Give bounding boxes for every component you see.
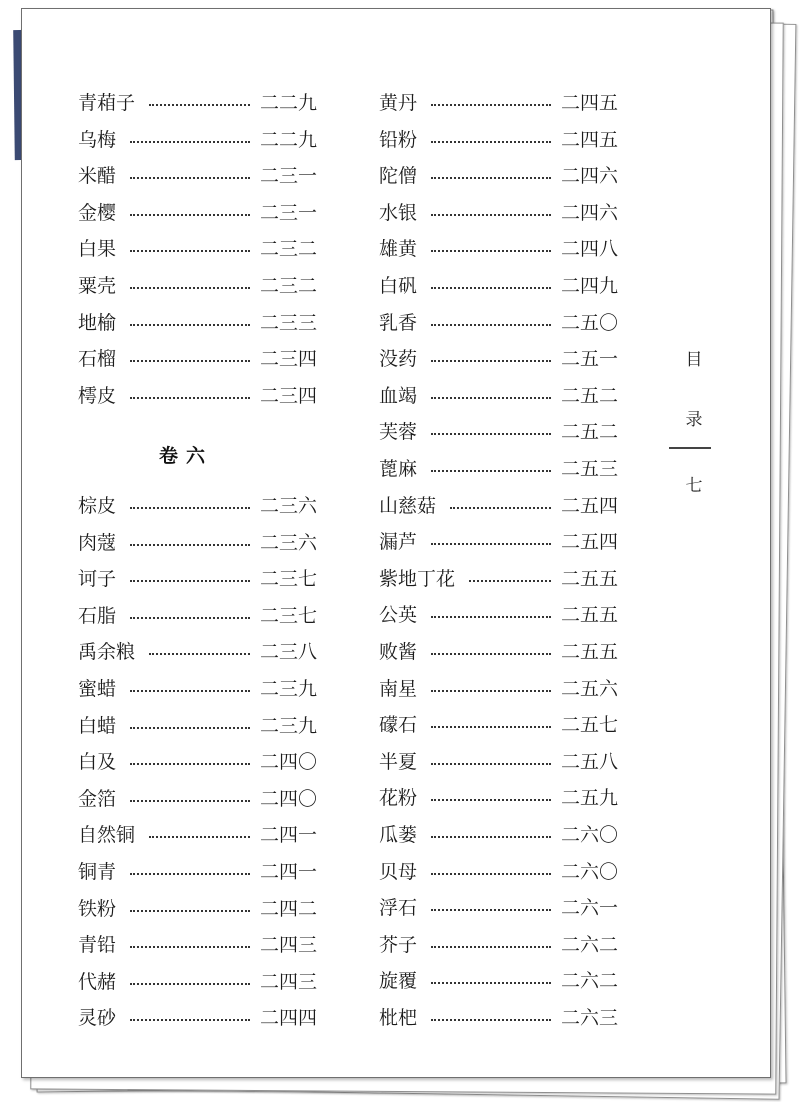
toc-entry-page: 二五五 — [561, 641, 619, 663]
toc-entry — [379, 162, 624, 190]
toc-entry-name: 黄丹 — [379, 92, 418, 114]
toc-leader-dots — [431, 287, 551, 289]
toc-leader-dots — [130, 287, 250, 289]
toc-entry — [379, 528, 624, 556]
toc-entry-page: 二四九 — [561, 275, 619, 297]
toc-entry — [379, 345, 624, 373]
toc-entry-page: 二四一 — [260, 861, 318, 883]
toc-entry — [78, 345, 323, 373]
toc-leader-dots — [431, 360, 551, 362]
toc-entry — [78, 309, 323, 337]
toc-entry — [78, 968, 323, 996]
toc-entry-name: 金箔 — [78, 787, 117, 810]
margin-divider — [669, 447, 711, 449]
toc-entry — [379, 638, 624, 666]
toc-leader-dots — [130, 910, 250, 912]
toc-leader-dots — [431, 470, 551, 472]
toc-entry — [78, 785, 323, 813]
toc-entry — [379, 675, 624, 703]
toc-entry — [379, 492, 624, 520]
toc-entry — [379, 748, 624, 776]
toc-leader-dots — [431, 946, 551, 948]
toc-entry-page: 二五三 — [561, 458, 619, 480]
toc-entry-page: 二六一 — [561, 897, 619, 920]
toc-entry-name: 铜青 — [78, 861, 117, 883]
toc-leader-dots — [431, 250, 551, 252]
toc-entry — [78, 821, 323, 849]
toc-leader-dots — [130, 250, 250, 252]
toc-leader-dots — [469, 580, 551, 582]
toc-entry-name: 蓖麻 — [379, 458, 418, 480]
toc-entry-name: 自然铜 — [78, 824, 136, 847]
toc-entry-name: 旋覆 — [379, 970, 418, 993]
toc-entry — [379, 565, 624, 593]
toc-entry — [379, 272, 624, 300]
toc-entry-page: 二四二 — [260, 897, 318, 920]
toc-entry-page: 二五〇 — [561, 311, 619, 334]
toc-entry-name: 棕皮 — [78, 495, 117, 517]
toc-leader-dots — [130, 544, 250, 546]
toc-entry — [78, 162, 323, 190]
toc-entry-page: 二四四 — [260, 1007, 318, 1030]
margin-title-char: 目 — [685, 350, 703, 370]
toc-entry-page: 二三七 — [260, 568, 318, 591]
toc-entry-name: 石榴 — [78, 348, 117, 371]
toc-leader-dots — [130, 763, 250, 765]
toc-entry — [379, 1004, 624, 1032]
toc-entry — [78, 675, 323, 703]
toc-leader-dots — [130, 214, 250, 216]
toc-entry-name: 乌梅 — [78, 128, 117, 151]
toc-leader-dots — [149, 104, 250, 106]
toc-leader-dots — [431, 141, 551, 143]
toc-entry-page: 二四〇 — [260, 787, 318, 810]
toc-entry-name: 白蜡 — [78, 714, 117, 737]
toc-entry — [379, 711, 624, 739]
toc-entry-name: 白矾 — [379, 275, 418, 297]
toc-entry-page: 二六〇 — [561, 860, 619, 883]
toc-entry-page: 二三一 — [260, 165, 318, 188]
toc-entry-page: 二四五 — [561, 128, 619, 151]
toc-leader-dots — [431, 1019, 551, 1021]
toc-entry-page: 二二九 — [260, 128, 318, 151]
toc-leader-dots — [450, 507, 551, 509]
toc-leader-dots — [130, 1019, 250, 1021]
toc-entry-name: 紫地丁花 — [379, 567, 456, 590]
toc-entry — [78, 272, 323, 300]
toc-entry — [78, 565, 323, 593]
toc-entry-name: 代赭 — [78, 970, 117, 993]
toc-entry — [78, 712, 323, 740]
toc-entry-name: 半夏 — [379, 750, 418, 773]
toc-entry — [78, 126, 323, 154]
toc-entry-name: 败酱 — [379, 641, 418, 663]
toc-entry-name: 南星 — [379, 677, 418, 700]
toc-leader-dots — [130, 360, 250, 362]
toc-entry-name: 铁粉 — [78, 897, 117, 920]
toc-entry-name: 石脂 — [78, 604, 117, 627]
toc-entry-name: 山慈菇 — [379, 494, 437, 517]
toc-leader-dots — [130, 800, 250, 802]
toc-entry — [379, 931, 624, 959]
margin-title-char: 录 — [685, 410, 703, 430]
toc-leader-dots — [149, 836, 250, 838]
toc-entry-page: 二三七 — [260, 604, 318, 627]
toc-entry-name: 蜜蜡 — [78, 678, 117, 700]
toc-entry-name: 血竭 — [379, 384, 418, 407]
toc-entry-page: 二二九 — [260, 92, 318, 114]
toc-entry-name: 粟壳 — [78, 275, 117, 297]
toc-entry — [78, 858, 323, 886]
toc-leader-dots — [431, 397, 551, 399]
toc-entry-page: 二三四 — [260, 348, 318, 371]
toc-entry — [379, 89, 624, 117]
toc-entry — [379, 126, 624, 154]
toc-entry-page: 二三三 — [260, 311, 318, 334]
toc-entry-page: 二四五 — [561, 92, 619, 114]
toc-entry-page: 二五二 — [561, 384, 619, 407]
toc-entry-page: 二四〇 — [260, 751, 318, 774]
toc-leader-dots — [130, 507, 250, 509]
toc-entry-page: 二三六 — [260, 531, 318, 554]
toc-entry-page: 二三四 — [260, 384, 318, 407]
toc-entry-page: 二四六 — [561, 165, 619, 188]
toc-entry — [78, 199, 323, 227]
toc-leader-dots — [149, 653, 250, 655]
toc-entry-page: 二五八 — [561, 750, 619, 773]
toc-entry-page: 二六〇 — [561, 824, 619, 846]
toc-entry — [78, 89, 323, 117]
toc-entry — [78, 638, 323, 666]
toc-entry-name: 乳香 — [379, 311, 418, 334]
toc-leader-dots — [130, 946, 250, 948]
toc-entry — [379, 601, 624, 629]
toc-entry — [78, 529, 323, 557]
toc-entry — [379, 199, 624, 227]
toc-entry-page: 二五六 — [561, 677, 619, 700]
toc-entry — [78, 931, 323, 959]
toc-entry-name: 白及 — [78, 751, 117, 774]
toc-entry-name: 芥子 — [379, 933, 418, 956]
toc-leader-dots — [431, 616, 551, 618]
toc-leader-dots — [130, 324, 250, 326]
toc-entry-name: 瓜蒌 — [379, 824, 418, 846]
toc-entry — [78, 748, 323, 776]
toc-entry-name: 雄黄 — [379, 238, 418, 261]
toc-entry — [78, 492, 323, 520]
toc-entry — [379, 858, 624, 886]
toc-leader-dots — [130, 617, 250, 619]
toc-entry-name: 贝母 — [379, 860, 418, 883]
toc-leader-dots — [431, 909, 551, 911]
toc-entry — [379, 418, 624, 446]
toc-entry — [78, 602, 323, 630]
toc-entry — [379, 894, 624, 922]
toc-entry-page: 二五七 — [561, 714, 619, 737]
toc-leader-dots — [130, 177, 250, 179]
toc-entry-name: 浮石 — [379, 897, 418, 920]
toc-entry — [78, 895, 323, 923]
toc-entry — [379, 309, 624, 337]
toc-entry-name: 米醋 — [78, 165, 117, 188]
toc-entry-name: 青铅 — [78, 934, 117, 957]
toc-entry-name: 没药 — [379, 348, 418, 371]
toc-entry-name: 枇杷 — [379, 1007, 418, 1029]
toc-leader-dots — [431, 836, 551, 838]
toc-entry-name: 铅粉 — [379, 128, 418, 151]
toc-entry-name: 地榆 — [78, 311, 117, 334]
toc-leader-dots — [130, 690, 250, 692]
toc-entry-name: 禹余粮 — [78, 641, 136, 664]
toc-entry — [379, 821, 624, 849]
toc-leader-dots — [431, 324, 551, 326]
toc-leader-dots — [431, 763, 551, 765]
toc-entry-page: 二四八 — [561, 238, 619, 261]
toc-entry-page: 二五九 — [561, 787, 619, 810]
toc-leader-dots — [130, 727, 250, 729]
toc-leader-dots — [431, 726, 551, 728]
toc-page — [21, 8, 771, 1078]
toc-entry-name: 樗皮 — [78, 384, 117, 407]
page-number: 七 — [685, 476, 703, 496]
toc-leader-dots — [431, 177, 551, 179]
toc-leader-dots — [431, 690, 551, 692]
toc-entry-page: 二五四 — [561, 494, 619, 517]
toc-entry-page: 二三九 — [260, 714, 318, 737]
toc-entry-page: 二五二 — [561, 421, 619, 444]
toc-entry-name: 灵砂 — [78, 1007, 117, 1030]
toc-entry-name: 陀僧 — [379, 165, 418, 188]
toc-entry-page: 二四三 — [260, 970, 318, 993]
toc-leader-dots — [431, 653, 551, 655]
toc-entry-page: 二四一 — [260, 824, 318, 847]
toc-leader-dots — [431, 873, 551, 875]
toc-entry-page: 二五一 — [561, 348, 619, 371]
toc-entry — [379, 235, 624, 263]
toc-entry — [379, 382, 624, 410]
toc-entry-page: 二六二 — [561, 970, 619, 993]
toc-entry-page: 二五四 — [561, 531, 619, 554]
toc-entry — [379, 455, 624, 483]
toc-entry-name: 公英 — [379, 604, 418, 627]
toc-entry-name: 白果 — [78, 238, 117, 261]
toc-entry-name: 水银 — [379, 201, 418, 224]
toc-entry-name: 青葙子 — [78, 92, 136, 114]
toc-entry-page: 二四六 — [561, 201, 619, 224]
toc-entry-name: 金樱 — [78, 201, 117, 224]
toc-entry-name: 诃子 — [78, 568, 117, 591]
toc-leader-dots — [431, 433, 551, 435]
toc-entry-page: 二三八 — [260, 641, 318, 664]
toc-entry-page: 二三二 — [260, 238, 318, 261]
toc-entry-page: 二三九 — [260, 678, 318, 700]
toc-leader-dots — [431, 799, 551, 801]
toc-entry-name: 礞石 — [379, 714, 418, 737]
toc-entry-page: 二六三 — [561, 1007, 619, 1029]
toc-entry-name: 花粉 — [379, 787, 418, 810]
toc-entry-page: 二六二 — [561, 933, 619, 956]
toc-leader-dots — [431, 982, 551, 984]
toc-entry — [78, 235, 323, 263]
toc-entry-page: 二四三 — [260, 934, 318, 957]
toc-entry-page: 二三二 — [260, 275, 318, 297]
toc-leader-dots — [130, 580, 250, 582]
toc-leader-dots — [130, 141, 250, 143]
toc-leader-dots — [130, 983, 250, 985]
toc-entry — [379, 967, 624, 995]
toc-entry-page: 二五五 — [561, 604, 619, 627]
toc-leader-dots — [431, 214, 551, 216]
toc-leader-dots — [431, 104, 551, 106]
toc-entry-page: 二三一 — [260, 201, 318, 224]
toc-leader-dots — [130, 873, 250, 875]
toc-leader-dots — [431, 543, 551, 545]
toc-entry-name: 漏芦 — [379, 531, 418, 554]
toc-entry — [379, 784, 624, 812]
toc-entry-page: 二三六 — [260, 495, 318, 517]
toc-entry-name: 肉蔻 — [78, 531, 117, 554]
toc-entry — [78, 382, 323, 410]
volume-heading: 卷六 — [159, 445, 214, 467]
toc-leader-dots — [130, 397, 250, 399]
toc-entry — [78, 1004, 323, 1032]
toc-entry-page: 二五五 — [561, 567, 619, 590]
toc-entry-name: 芙蓉 — [379, 421, 418, 444]
